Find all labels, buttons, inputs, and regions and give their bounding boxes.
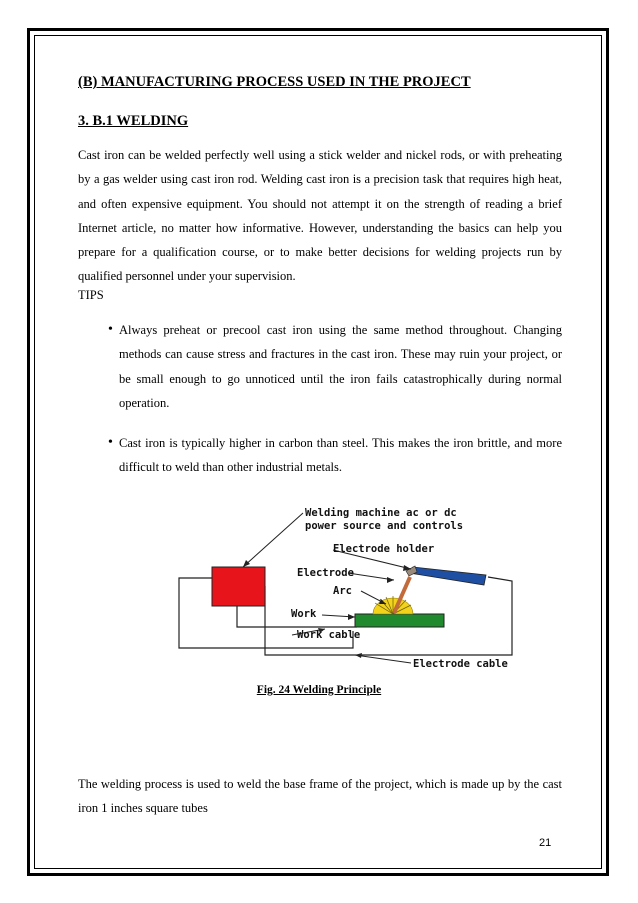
figure-caption: Fig. 24 Welding Principle: [256, 684, 382, 696]
label-machine-line1: Welding machine ac or dc: [305, 507, 457, 519]
tip-text: Cast iron is typically higher in carbon than steel. This makes the iron brittle, and more difficult to weld than other industrial metals.: [119, 436, 562, 475]
label-machine-line2: power source and controls: [305, 520, 464, 532]
intro-paragraph: Cast iron can be welded perfectly well using a stick welder and nickel rods, or with preheating by a gas welder using cast iron rod. Welding cast iron is a precision task that requires high heat, and often expensive equipment. You should not attempt it on the strength of reading a brief Internet article, no matter how informative. However, understanding the basics can help you prepare for a qualification course, or to make better decisions for welding projects run by qualified personnel under your supervision.: [78, 148, 562, 284]
label-work: Work: [291, 608, 317, 620]
work-piece: [355, 614, 444, 627]
section-heading: (B) MANUFACTURING PROCESS USED IN THE PROJECT: [78, 74, 471, 90]
welding-diagram: [175, 505, 527, 677]
closing-paragraph: The welding process is used to weld the base frame of the project, which is made up by the cast iron 1 inches square tubes: [78, 777, 562, 816]
label-electrode-cable: Electrode cable: [413, 658, 508, 670]
tip-text: Always preheat or precool cast iron using the same method throughout. Changing methods can cause stress and fractures in the cast iron. These may ruin your project, or be small enough to go unnoticed until the iron fails catastrophically during normal operation.: [119, 323, 562, 410]
label-electrode: Electrode: [297, 567, 354, 579]
label-work-cable: Work cable: [297, 629, 361, 641]
label-arc: Arc: [333, 585, 352, 597]
bullet-icon: •: [108, 435, 113, 450]
label-electrode-holder: Electrode holder: [333, 543, 435, 555]
welding-machine-box: [212, 567, 265, 606]
tips-label: TIPS: [78, 288, 104, 302]
bullet-icon: •: [108, 322, 113, 337]
page-number: 21: [539, 837, 552, 849]
subsection-heading: 3. B.1 WELDING: [78, 113, 189, 129]
